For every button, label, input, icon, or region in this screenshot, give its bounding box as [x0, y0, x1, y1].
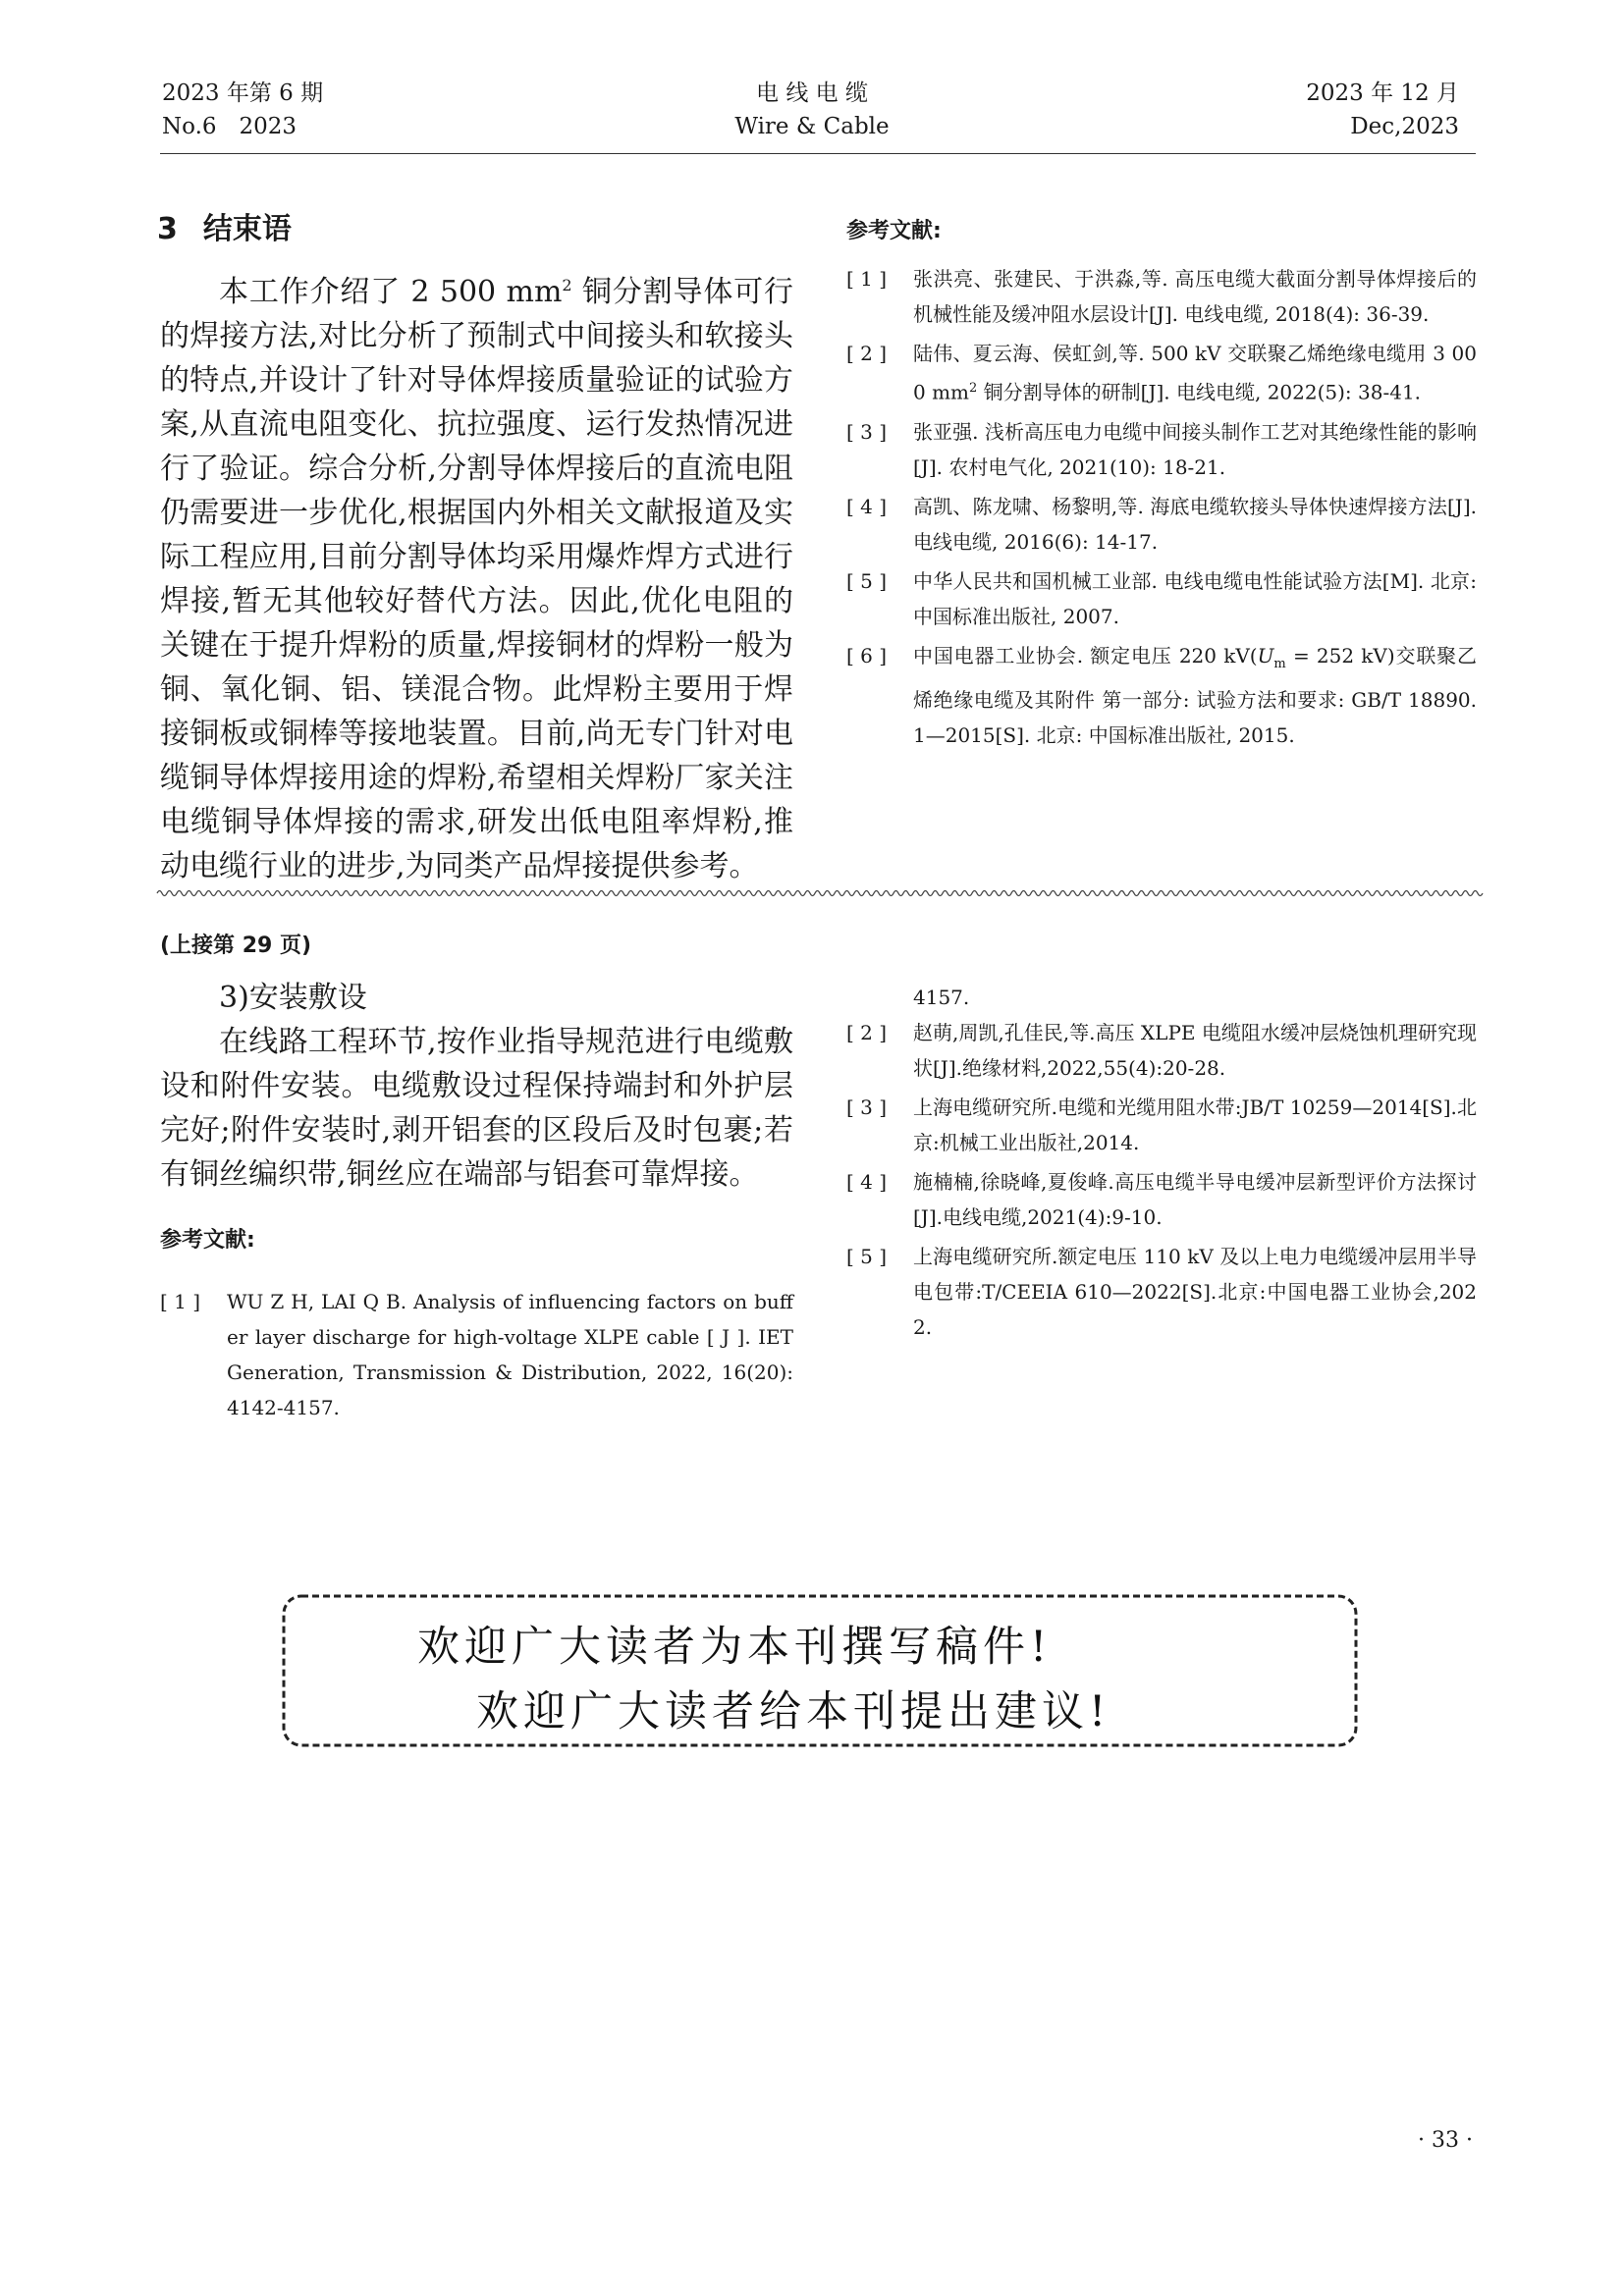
references-title: 参考文献: [846, 219, 942, 243]
reference-item [846, 563, 1477, 634]
reference-text: 上海电缆研究所.额定电压 110 kV 及以上电力电缆缓冲层用半导电包带:T/CEEIA 610—2022[S].北京:中国电器工业协会,2022. [913, 1245, 1477, 1339]
reference-text: 张亚强. 浅析高压电力电缆中间接头制作工艺对其绝缘性能的影响[J]. 农村电气化, 2021(10): 18-21. [913, 419, 1477, 479]
conclusion-text-start: 本工作介绍了 2 500 mm [219, 275, 563, 309]
reference-list [846, 261, 1477, 753]
reference-text: 施楠楠,徐晓峰,夏俊峰.高压电缆半导电缓冲层新型评价方法探讨[J].电线电缆,2021(4):9-10. [913, 1170, 1477, 1229]
reference-continuation [913, 980, 1477, 1015]
reference-text: WU Z H, LAI Q B. Analysis of influencing factors on buffer layer discharge for high-voltage XLPE cable [ J ]. IET Generation, Transmission & Distribution, 2022, 16(20): 4142-4157. [227, 1290, 793, 1419]
reference-number: [ 5 ] [846, 1245, 888, 1268]
page-number: · 33 · [1418, 2128, 1473, 2153]
reference-item [846, 1015, 1477, 1086]
reference-item [846, 336, 1477, 410]
references-title-2: 参考文献: [160, 1228, 255, 1253]
continued-from-note [160, 929, 311, 959]
journal-name-en: Wire & Cable [734, 114, 890, 139]
reference-number: [ 3 ] [846, 419, 888, 444]
reference-item [846, 414, 1477, 485]
date-cn: 2023 年 12 月 [1306, 80, 1459, 106]
date-en: Dec,2023 [1350, 114, 1459, 139]
issue-en: No.6 2023 [162, 114, 298, 139]
continued-text: 页) [272, 934, 312, 958]
reference-number: [ 4 ] [846, 1170, 888, 1194]
reference-text-part: = 252 kV)交联聚乙烯绝缘电缆及其附件 第一部分: 试验方法和要求: GB/T 18890. 1—2015[S]. 北京: 中国标准出版社, 2015. [913, 643, 1477, 747]
reference-text-part: 铜分割导体的研制[J]. 电线电缆, 2022(5): 38-41. [977, 380, 1422, 404]
reference-number: [ 2 ] [846, 342, 888, 365]
reference-text: 赵萌,周凯,孔佳民,等.高压 XLPE 电缆阻水缓冲层烧蚀机理研究现状[J].绝缘材料,2022,55(4):20-28. [913, 1021, 1477, 1080]
header-divider [160, 153, 1476, 154]
wavy-separator [157, 885, 1477, 901]
continued-text: (上接第 [160, 934, 243, 958]
reference-text: 上海电缆研究所.电缆和光缆用阻水带:JB/T 10259—2014[S].北京:机械工业出版社,2014. [913, 1095, 1477, 1154]
reference-list-2-right [846, 1015, 1477, 1345]
continued-page-number: 29 [242, 934, 273, 958]
reference-text: 中华人民共和国机械工业部. 电线电缆电性能试验方法[M]. 北京: 中国标准出版社, 2007. [913, 568, 1477, 628]
reference-item [160, 1284, 793, 1419]
reference-text [913, 638, 1477, 753]
italic-symbol: U [1257, 643, 1274, 667]
superscript: 2 [562, 276, 572, 294]
reference-item [846, 1164, 1477, 1235]
notice-line-2: 欢迎广大读者给本刊提出建议! [476, 1687, 1111, 1736]
reference-number: [ 3 ] [846, 1095, 888, 1119]
reference-number: [ 1 ] [846, 267, 888, 291]
reference-number: [ 5 ] [846, 568, 888, 593]
reference-item [846, 1090, 1477, 1160]
reference-list-2-left [160, 1284, 793, 1419]
header-right [1276, 77, 1459, 143]
reference-text: 高凯、陈龙啸、杨黎明,等. 海底电缆软接头导体快速焊接方法[J]. 电线电缆, 2016(6): 14-17. [913, 494, 1477, 554]
reference-text-part: 中国电器工业协会. 额定电压 220 kV( [913, 643, 1258, 667]
section-heading [157, 204, 292, 247]
reference-number: [ 4 ] [846, 494, 888, 518]
reference-item [846, 1239, 1477, 1345]
reference-text-part: 陆伟、夏云海、侯虹剑,等. 500 kV 交联聚乙烯绝缘电缆用 3 000 mm [913, 342, 1477, 404]
conclusion-text-rest: 铜分割导体可行的焊接方法,对比分析了预制式中间接头和软接头的特点,并设计了针对导体焊接质量验证的试验方案,从直流电阻变化、抗拉强度、运行发热情况进行了验证。综合分析,分割导体焊接后的直流电阻仍需要进一步优化,根据国内外相关文献报道及实际工程应用,目前分割导体均采用爆炸焊方式进行焊接,暂无其他较好替代方法。因此,优化电阻的关键在于提升焊粉的质量,焊接铜材的焊粉一般为铜、氧化铜、铝、镁混合物。此焊粉主要用于焊接铜板或铜棒等接地装置。目前,尚无专门针对电缆铜导体焊接用途的焊粉,希望相关焊粉厂家关注电缆铜导体焊接的需求,研发出低电阻率焊粉,推动电缆行业的进步,为同类产品焊接提供参考。 [160, 275, 793, 883]
reference-item [846, 489, 1477, 560]
superscript: 2 [969, 381, 978, 396]
reference-number: [ 1 ] [160, 1290, 201, 1313]
reference-text-tail: 4157. [913, 986, 970, 1009]
notice-line-1: 欢迎广大读者为本刊撰写稿件! [417, 1623, 1053, 1672]
reference-text: 张洪亮、张建民、于洪淼,等. 高压电缆大截面分割导体焊接后的机械性能及缓冲阻水层设计[J]. 电线电缆, 2018(4): 36-39. [913, 267, 1477, 326]
reference-item [846, 638, 1477, 753]
header-left [162, 77, 323, 143]
conclusion-paragraph [160, 263, 793, 888]
reader-notice-box [280, 1592, 1360, 1749]
issue-cn: 2023 年第 6 期 [162, 80, 324, 106]
installation-paragraph: 在线路工程环节,按作业指导规范进行电缆敷设和附件安装。电缆敷设过程保持端封和外护层完好;附件安装时,剥开铝套的区段后及时包裹;若有铜丝编织带,铜丝应在端部与铝套可靠焊接。 [160, 1025, 793, 1192]
reference-item [846, 261, 1477, 332]
header-center [714, 77, 910, 143]
reference-text [913, 336, 1477, 410]
reference-number: [ 6 ] [846, 643, 888, 667]
subsection-heading: 3)安装敷设 [219, 981, 367, 1015]
reference-number: [ 2 ] [846, 1021, 888, 1044]
subscript: m [1273, 656, 1286, 671]
section-number: 3 [157, 212, 178, 246]
journal-name-cn: 电 线 电 缆 [756, 80, 868, 106]
section-title: 结束语 [202, 212, 292, 246]
